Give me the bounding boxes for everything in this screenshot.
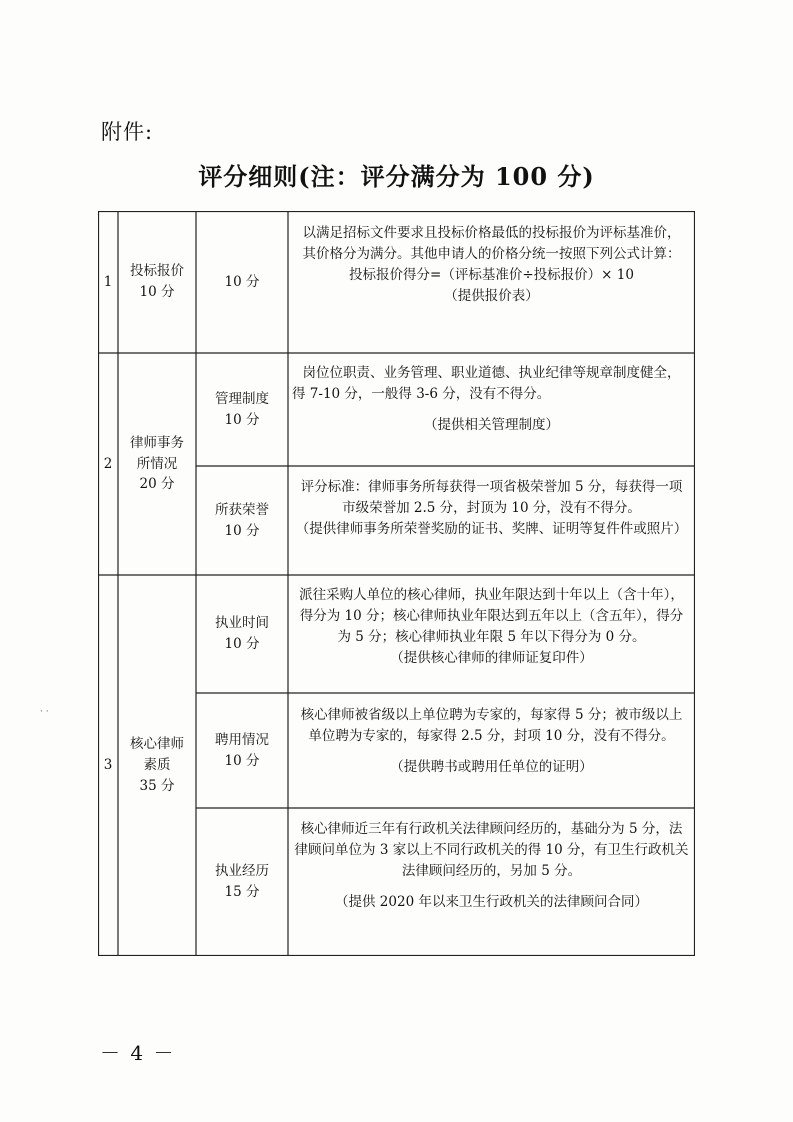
scoring-table xyxy=(98,211,695,956)
page-title: 评分细则(注：评分满分为 100 分) xyxy=(198,162,595,191)
item-name-cell xyxy=(118,575,196,956)
sub-item-cell xyxy=(196,808,288,956)
criteria-text: 核心律师被省级以上单位聘为专家的，每家得 5 分；被市级以上 单位聘为专家的，每家得 2.5 分，封项 10 分，没有不得分。 （提供聘书或聘用任单位的证明） xyxy=(300,707,683,775)
sub-item-cell xyxy=(196,693,288,808)
sub-item-name: 所获荣誉 xyxy=(215,501,269,518)
item-name: 核心律师 xyxy=(130,736,184,753)
sub-item-score: 10 分 xyxy=(224,636,260,652)
item-name: 所情况 xyxy=(136,455,178,472)
item-score: 20 分 xyxy=(139,476,175,493)
criteria-text: 核心律师近三年有行政机关法律顾问经历的，基础分为 5 分，法 律顾问单位为 3 家以上不同行政机关的得 10 分，有卫生行政机关 法律顾问经历的，另加 5 分。 （提供 2020 年以来卫生行政机关的法律顾问合同） xyxy=(294,821,689,910)
sub-item-name: 聘用情况 xyxy=(215,731,269,748)
row-number: 1 xyxy=(103,273,113,290)
criteria-text: 派往采购人单位的核心律师，执业年限达到十年以上（含十年）， 得分为 10 分；核心律师执业年限达到五年以上（含五年），得分 为 5 分；核心律师执业年限 5 年以下得分为 0 分。 （提供核心律师的律师证复印件） xyxy=(299,587,684,666)
sub-item-score: 10 分 xyxy=(224,752,260,769)
item-score: 35 分 xyxy=(139,777,175,794)
sub-item-score: 10 分 xyxy=(224,411,260,428)
row-number: 2 xyxy=(103,455,113,472)
attachment-label: 附件: xyxy=(101,120,154,144)
criteria-text: 以满足招标文件要求且投标价格最低的投标报价为评标基准价， 其价格分为满分。其他申请人的价格分统一按照下列公式计算： 投标报价得分=（评标基准价÷投标报价）× 10 （提供报价表） xyxy=(302,225,681,304)
sub-item-cell xyxy=(196,575,288,693)
row-number: 3 xyxy=(103,757,113,774)
item-score: 10 分 xyxy=(139,284,175,300)
sub-item-name: 管理制度 xyxy=(215,390,269,407)
item-name: 律师事务 xyxy=(130,434,184,451)
sub-item-name: 执业经历 xyxy=(215,863,269,880)
sub-item-score: 15 分 xyxy=(224,884,260,900)
item-name: 素质 xyxy=(143,757,171,774)
item-name-cell xyxy=(118,353,196,575)
sub-item-name: 执业时间 xyxy=(215,615,269,632)
criteria-text: 评分标准：律师事务所每获得一项省极荣誉加 5 分，每获得一项 市级荣誉加 2.5 分，封顶为 10 分，没有不得分。 （提供律师事务所荣誉奖励的证书、奖牌、证明等复件件或照片） xyxy=(295,479,688,537)
scan-speck: · · xyxy=(40,707,49,717)
criteria-text: 岗位位职责、业务管理、职业道德、执业纪律等规章制度健全， 得 7-10 分，一般得 3-6 分，没有不得分。 （提供相关管理制度） xyxy=(292,365,681,433)
sub-item-cell xyxy=(196,466,288,575)
item-name-cell xyxy=(118,211,196,353)
page-number: － 4 － xyxy=(100,1041,176,1065)
sub-item-score: 10 分 xyxy=(224,522,260,539)
sub-item-cell xyxy=(196,353,288,466)
item-name: 投标报价 xyxy=(130,263,184,280)
sub-score-cell: 10 分 xyxy=(224,273,260,290)
